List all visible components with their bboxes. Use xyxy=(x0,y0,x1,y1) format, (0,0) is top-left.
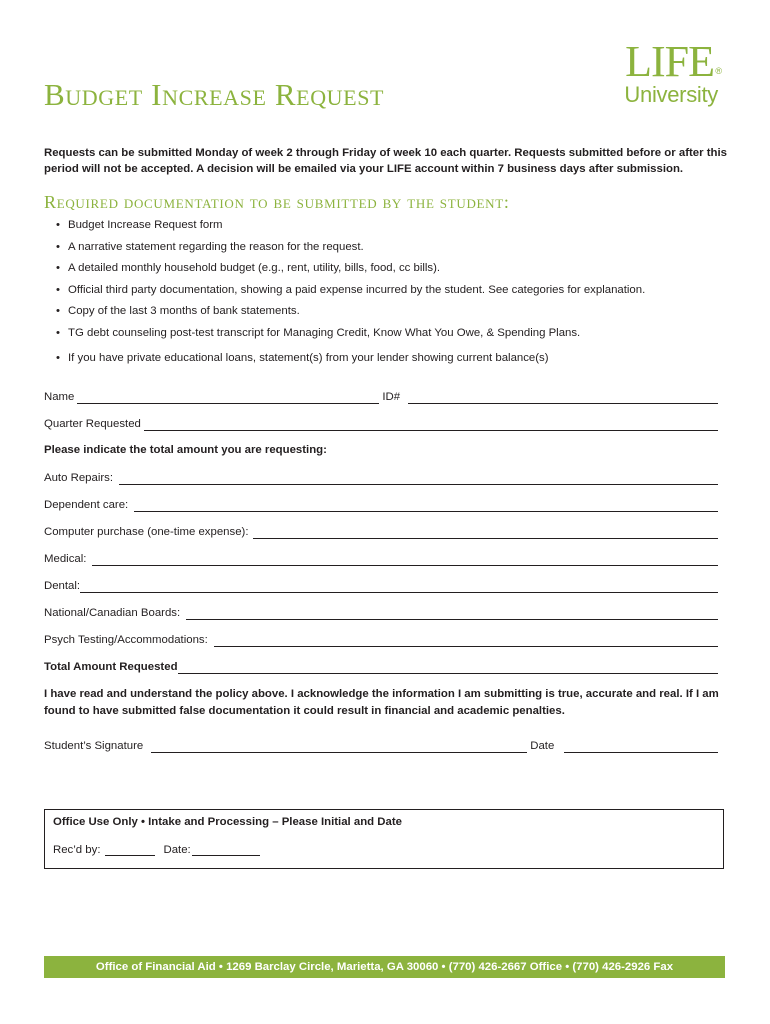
documentation-heading: Required documentation to be submitted by the student: xyxy=(44,192,510,212)
bullet-icon: • xyxy=(56,241,60,253)
life-university-logo xyxy=(606,37,726,118)
office-use-title: Office Use Only • Intake and Processing – Please Initial and Date xyxy=(53,816,402,828)
dependent-care-field[interactable] xyxy=(134,500,718,512)
psych-testing-field[interactable] xyxy=(214,635,718,647)
signature-label: Student’s Signature xyxy=(44,740,144,752)
office-use-row xyxy=(53,840,260,856)
bullet-icon: • xyxy=(56,305,60,317)
bullet-icon: • xyxy=(56,327,60,339)
logo-subtitle: University xyxy=(624,82,718,107)
office-use-box xyxy=(44,809,724,869)
total-row xyxy=(44,658,718,674)
bullet-icon: • xyxy=(56,284,60,296)
expense-row-auto-repairs: Auto Repairs: xyxy=(44,469,718,485)
amount-heading: Please indicate the total amount you are requesting: xyxy=(44,444,327,456)
name-field[interactable] xyxy=(77,392,379,404)
recd-by-label: Rec’d by: xyxy=(53,844,101,856)
expense-row-dependent-care: Dependent care: xyxy=(44,496,718,512)
recd-by-field[interactable] xyxy=(105,844,155,856)
id-label: ID# xyxy=(382,391,401,403)
footer-contact-bar: Office of Financial Aid • 1269 Barclay Circle, Marietta, GA 30060 • (770) 426-2667 Office • (770) 426-2926 Fax xyxy=(44,956,725,978)
id-field[interactable] xyxy=(408,392,718,404)
expense-row-dental: Dental: xyxy=(44,577,718,593)
bullet-icon: • xyxy=(56,262,60,274)
total-amount-field[interactable] xyxy=(178,662,718,674)
quarter-label: Quarter Requested xyxy=(44,418,141,430)
bullet-icon: • xyxy=(56,219,60,231)
expense-row-computer: Computer purchase (one-time expense): xyxy=(44,523,718,539)
boards-field[interactable] xyxy=(186,608,718,620)
total-label: Total Amount Requested xyxy=(44,661,178,673)
name-label: Name xyxy=(44,391,75,403)
quarter-field[interactable] xyxy=(144,419,718,431)
quarter-row xyxy=(44,415,718,431)
logo-wordmark: LIFE xyxy=(625,37,714,86)
office-date-label: Date: xyxy=(163,844,191,856)
signature-field[interactable] xyxy=(151,741,527,753)
expense-row-psych-testing: Psych Testing/Accommodations: xyxy=(44,631,718,647)
name-id-row xyxy=(44,388,718,404)
expense-row-boards: National/Canadian Boards: xyxy=(44,604,718,620)
logo-registered-mark: ® xyxy=(715,66,722,76)
expense-row-medical: Medical: xyxy=(44,550,718,566)
signature-date-field[interactable] xyxy=(564,741,718,753)
office-date-field[interactable] xyxy=(192,844,260,856)
signature-date-label: Date xyxy=(530,740,555,752)
signature-row xyxy=(44,737,718,753)
medical-field[interactable] xyxy=(92,554,718,566)
computer-purchase-field[interactable] xyxy=(253,527,719,539)
page-title: Budget Increase Request xyxy=(44,77,385,112)
submission-policy-text: Requests can be submitted Monday of week 2 through Friday of week 10 each quarter. Requests submitted before or after this period will not be accepted. A decision will be emailed via your LIFE account within 7 business days after submission. xyxy=(44,147,727,175)
bullet-icon: • xyxy=(56,352,60,364)
acknowledgment-text: I have read and understand the policy above. I acknowledge the information I am submitting is true, accurate and real. If I am found to have submitted false documentation it could result in financial and academic penalties. xyxy=(44,688,719,717)
auto-repairs-field[interactable] xyxy=(119,473,718,485)
dental-field[interactable] xyxy=(80,581,718,593)
